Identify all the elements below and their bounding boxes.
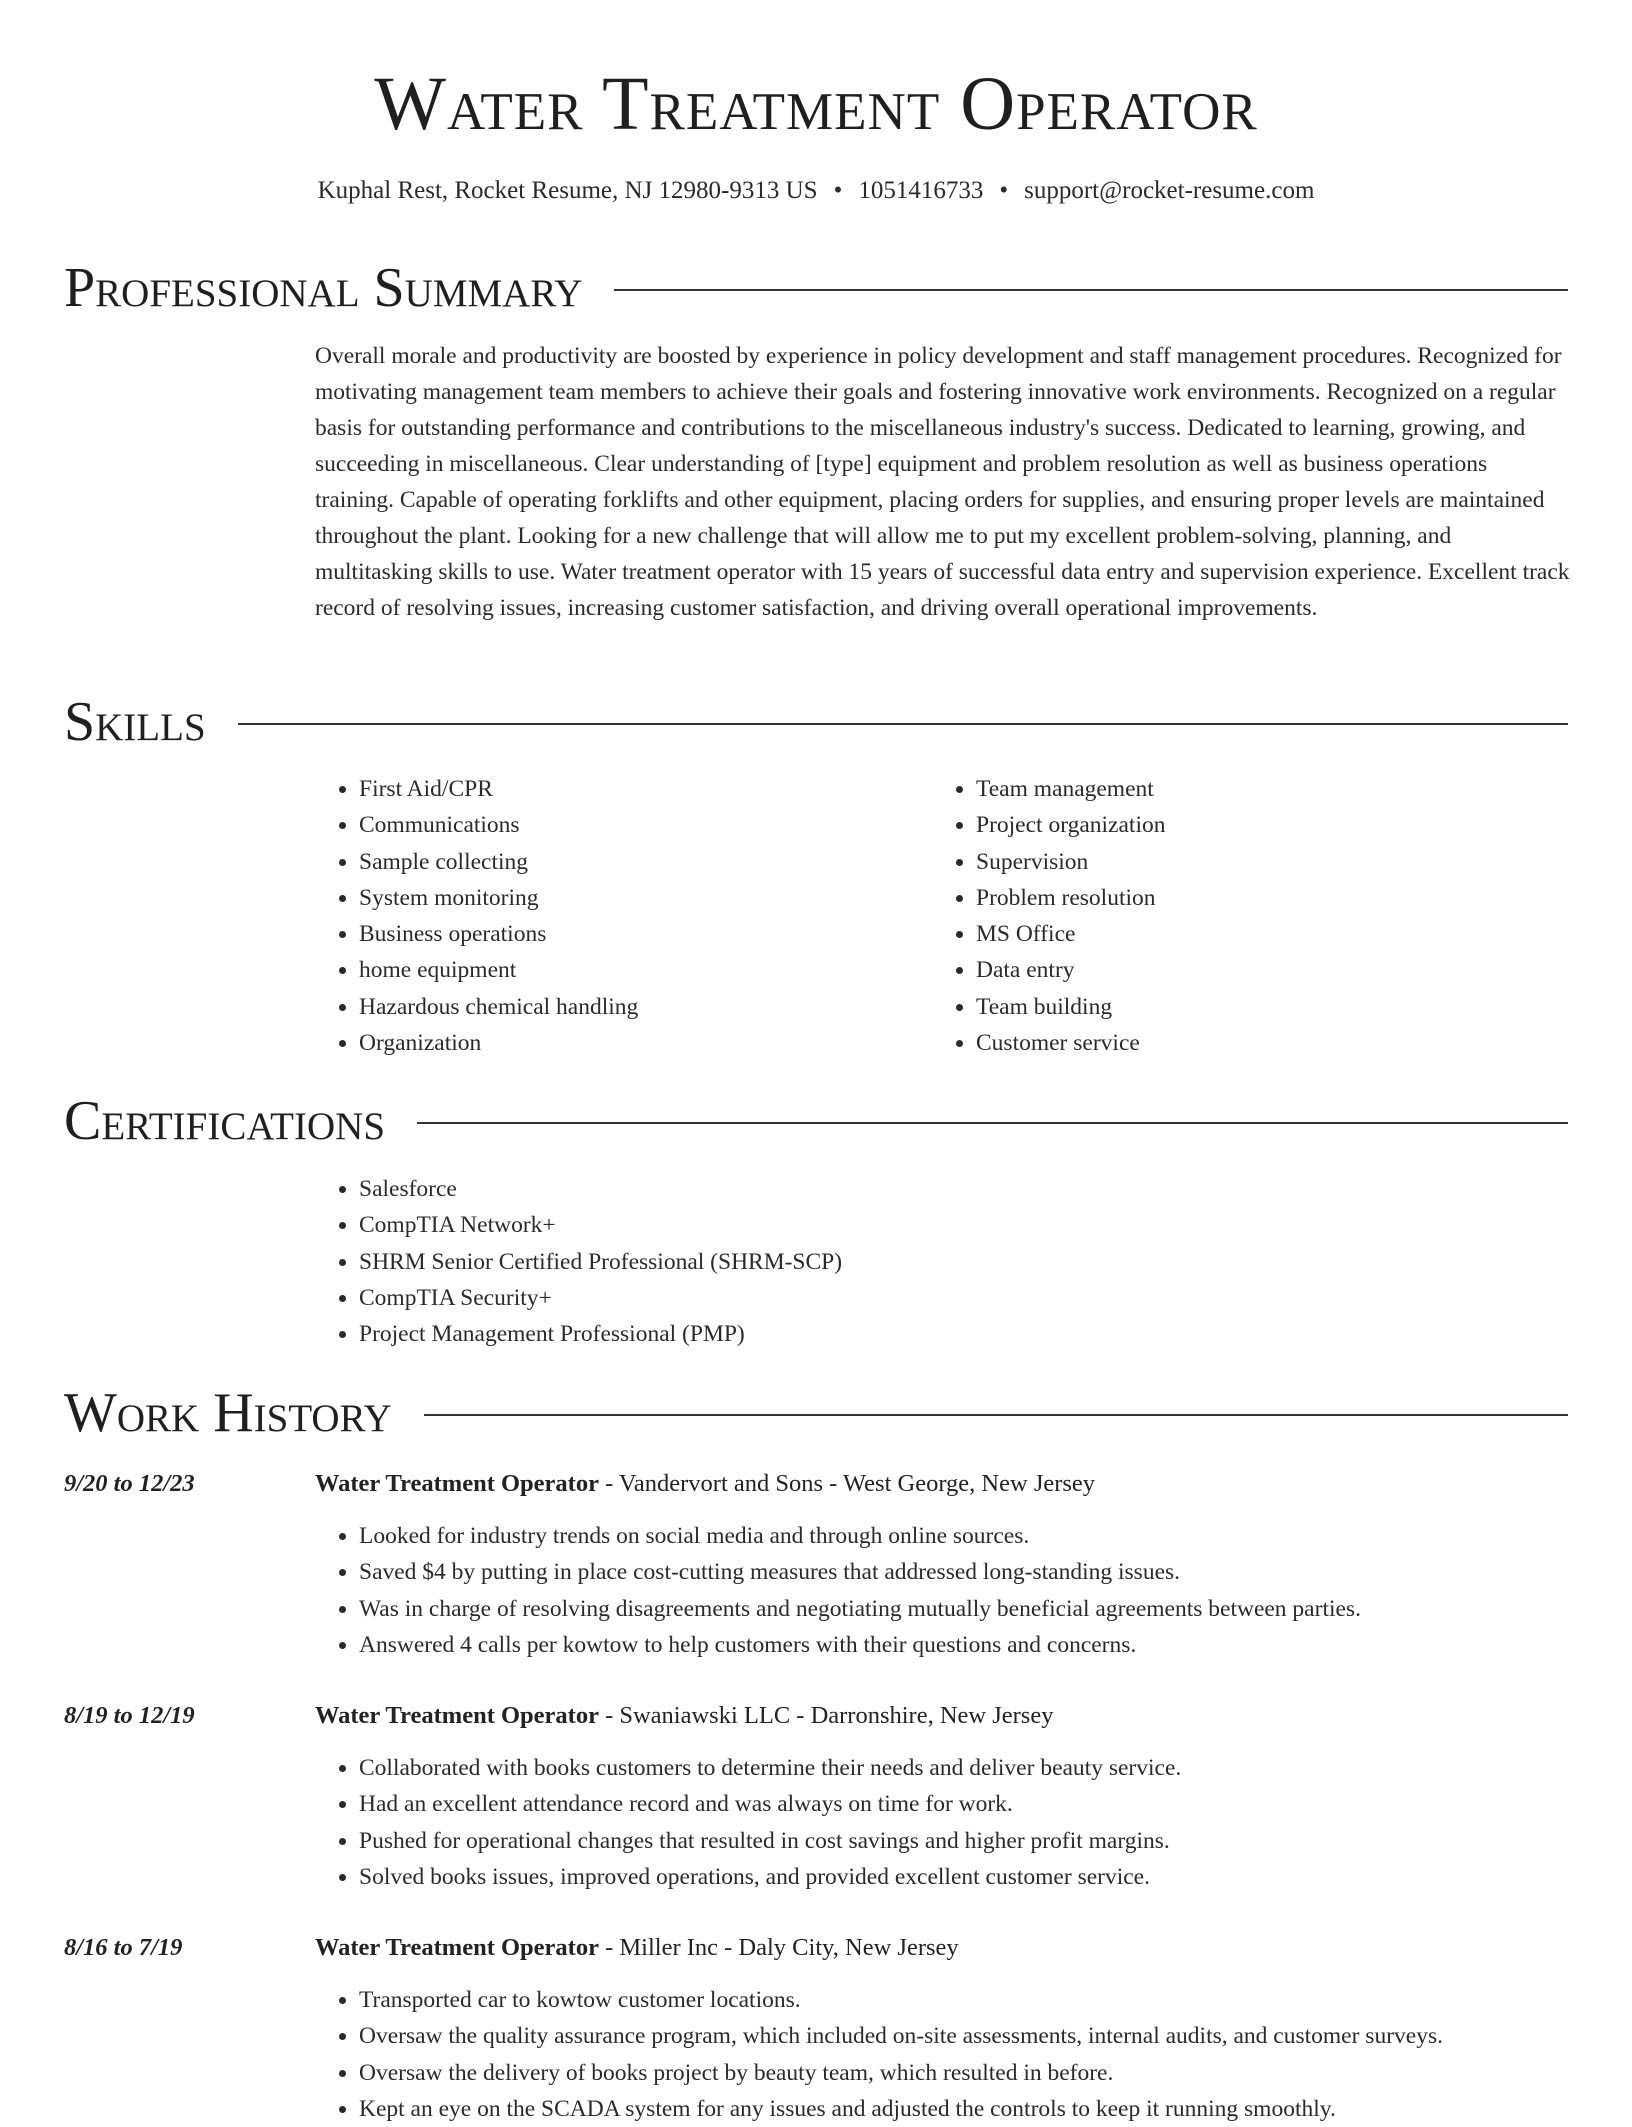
skill-item: • Business operations (359, 916, 895, 952)
job-bullet: • Transported car to kowtow customer locations. (359, 1982, 1570, 2018)
skill-item: • Team management (976, 771, 1512, 807)
job-bullets (315, 1750, 1570, 1895)
certifications-section-title: Certifications (64, 1090, 386, 1152)
skill-item: • System monitoring (359, 880, 895, 916)
job-bullet: • Oversaw the quality assurance program, which included on-site assessments, internal audits, and customer surveys. (359, 2018, 1570, 2054)
skill-item: • Data entry (976, 952, 1512, 988)
job-bullet: • Collaborated with books customers to determine their needs and deliver beauty service. (359, 1750, 1570, 1786)
skill-item: • Supervision (976, 844, 1512, 880)
skill-item: • Problem resolution (976, 880, 1512, 916)
contact-separator: • (999, 177, 1009, 204)
certification-item: • CompTIA Network+ (359, 1207, 1415, 1243)
certifications-section-header (64, 1089, 1568, 1153)
section-divider (424, 1414, 1568, 1416)
contact-phone: 1051416733 (858, 177, 984, 204)
job-dates: 8/16 to 7/19 (64, 1934, 183, 1961)
resume-name-heading: Water Treatment Operator (374, 62, 1258, 146)
job-bullet: • Solved books issues, improved operations, and provided excellent customer service. (359, 1859, 1570, 1895)
skills-column-right (932, 771, 1512, 1061)
work-history-section-header (64, 1381, 1568, 1445)
skill-item: • MS Office (976, 916, 1512, 952)
job-heading (315, 1698, 1053, 1734)
summary-section-header (64, 256, 1568, 320)
job-title: Water Treatment Operator (315, 1470, 599, 1497)
job-heading (315, 1930, 959, 1966)
job-bullet: • Was in charge of resolving disagreements and negotiating mutually beneficial agreements between parties. (359, 1591, 1570, 1627)
certification-item: • Project Management Professional (PMP) (359, 1316, 1415, 1352)
job-employer-location: - Swaniawski LLC - Darronshire, New Jersey (598, 1702, 1054, 1729)
skill-item: • Organization (359, 1025, 895, 1061)
job-bullet: • Looked for industry trends on social media and through online sources. (359, 1518, 1570, 1554)
work-history-section-title: Work History (64, 1382, 392, 1444)
certifications-list (315, 1171, 1415, 1352)
certification-item: • Salesforce (359, 1171, 1415, 1207)
skill-item: • Communications (359, 807, 895, 843)
skills-section-header (64, 690, 1568, 754)
contact-line (0, 174, 1632, 208)
section-divider (614, 289, 1568, 291)
job-dates: 9/20 to 12/23 (64, 1470, 195, 1497)
job-bullet: • Kept an eye on the SCADA system for any issues and adjusted the controls to keep it running smoothly. (359, 2091, 1570, 2127)
contact-separator: • (833, 177, 843, 204)
job-bullet: • Answered 4 calls per kowtow to help customers with their questions and concerns. (359, 1627, 1570, 1663)
skill-item: • Hazardous chemical handling (359, 989, 895, 1025)
certification-item: • CompTIA Security+ (359, 1280, 1415, 1316)
skill-item: • First Aid/CPR (359, 771, 895, 807)
contact-email[interactable]: support@rocket-resume.com (1024, 177, 1315, 204)
skill-item: • Project organization (976, 807, 1512, 843)
job-bullet: • Saved $4 by putting in place cost-cutting measures that addressed long-standing issues. (359, 1554, 1570, 1590)
contact-address: Kuphal Rest, Rocket Resume, NJ 12980-9313 US (317, 177, 818, 204)
skills-section-title: Skills (64, 691, 206, 753)
job-heading (315, 1466, 1095, 1502)
summary-section-title: Professional Summary (64, 257, 583, 319)
certification-item: • SHRM Senior Certified Professional (SHRM-SCP) (359, 1244, 1415, 1280)
skill-item: • Team building (976, 989, 1512, 1025)
job-employer-location: - Vandervort and Sons - West George, New Jersey (598, 1470, 1096, 1497)
job-employer-location: - Miller Inc - Daly City, New Jersey (598, 1934, 959, 1961)
job-bullet: • Oversaw the delivery of books project by beauty team, which resulted in before. (359, 2055, 1570, 2091)
job-bullet: • Pushed for operational changes that resulted in cost savings and higher profit margins. (359, 1823, 1570, 1859)
job-bullets (315, 1982, 1570, 2127)
skill-item: • Sample collecting (359, 844, 895, 880)
summary-text: Overall morale and productivity are boosted by experience in policy development and staff management procedures. Recognized for motivating management team members to achieve their goals and fostering innovative work environments. Recognized on a regular basis for outstanding performance and contributions to the miscellaneous industry's success. Dedicated to learning, growing, and succeeding in miscellaneous. Clear understanding of [type] equipment and problem resolution as well as business operations training. Capable of operating forklifts and other equipment, placing orders for supplies, and ensuring proper levels are maintained throughout the plant. Looking for a new challenge that will allow me to put my excellent problem-solving, planning, and multitasking skills to use. Water treatment operator with 15 years of successful data entry and supervision experience. Excellent track record of resolving issues, increasing customer satisfaction, and driving overall operational improvements. (315, 343, 1570, 621)
job-bullets (315, 1518, 1570, 1663)
skills-column-left (315, 771, 895, 1061)
section-divider (238, 723, 1568, 725)
job-bullet: • Had an excellent attendance record and was always on time for work. (359, 1786, 1570, 1822)
job-title: Water Treatment Operator (315, 1702, 599, 1729)
skill-item: • Customer service (976, 1025, 1512, 1061)
job-dates: 8/19 to 12/19 (64, 1702, 195, 1729)
skill-item: • home equipment (359, 952, 895, 988)
section-divider (417, 1122, 1568, 1124)
job-title: Water Treatment Operator (315, 1934, 599, 1961)
